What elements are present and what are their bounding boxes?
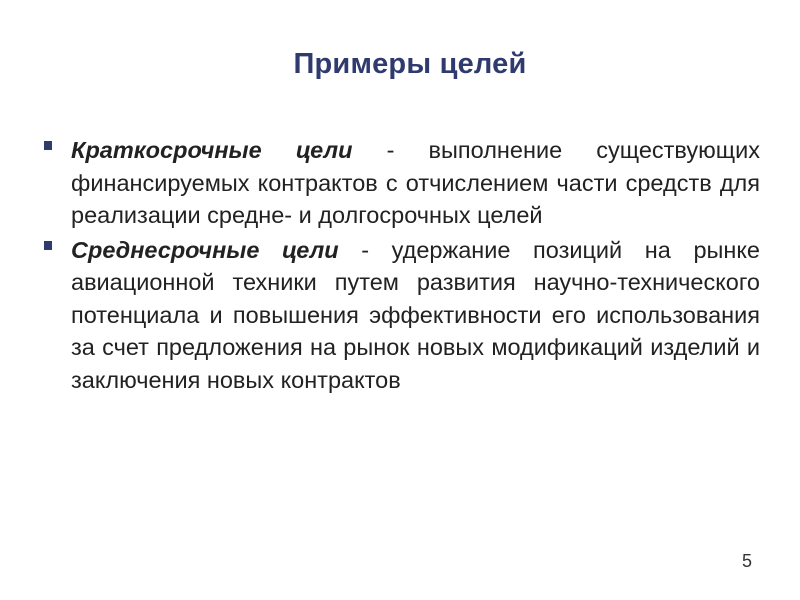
bullet-text: - выполнение существующих финансируемых контрактов с отчислением части средств для реализации средне- и долгосрочных целей	[71, 137, 760, 228]
bullet-text: - удержание позиций на рынке авиационной техники путем развития научно-технического потенциала и повышения эффективности его использования за счет предложения на рынок новых модификаций изделий и заключения новых контрактов	[71, 236, 760, 393]
square-bullet-icon	[44, 241, 52, 250]
bullet-item-mid-term	[44, 234, 760, 397]
bullet-list	[44, 134, 760, 398]
bullet-term: Краткосрочные цели	[71, 137, 353, 163]
bullet-item-short-term	[44, 134, 760, 232]
bullet-term: Среднесрочные цели	[71, 236, 339, 263]
square-bullet-icon	[44, 141, 52, 150]
page-number: 5	[741, 551, 752, 571]
slide-title: Примеры целей	[293, 48, 527, 80]
